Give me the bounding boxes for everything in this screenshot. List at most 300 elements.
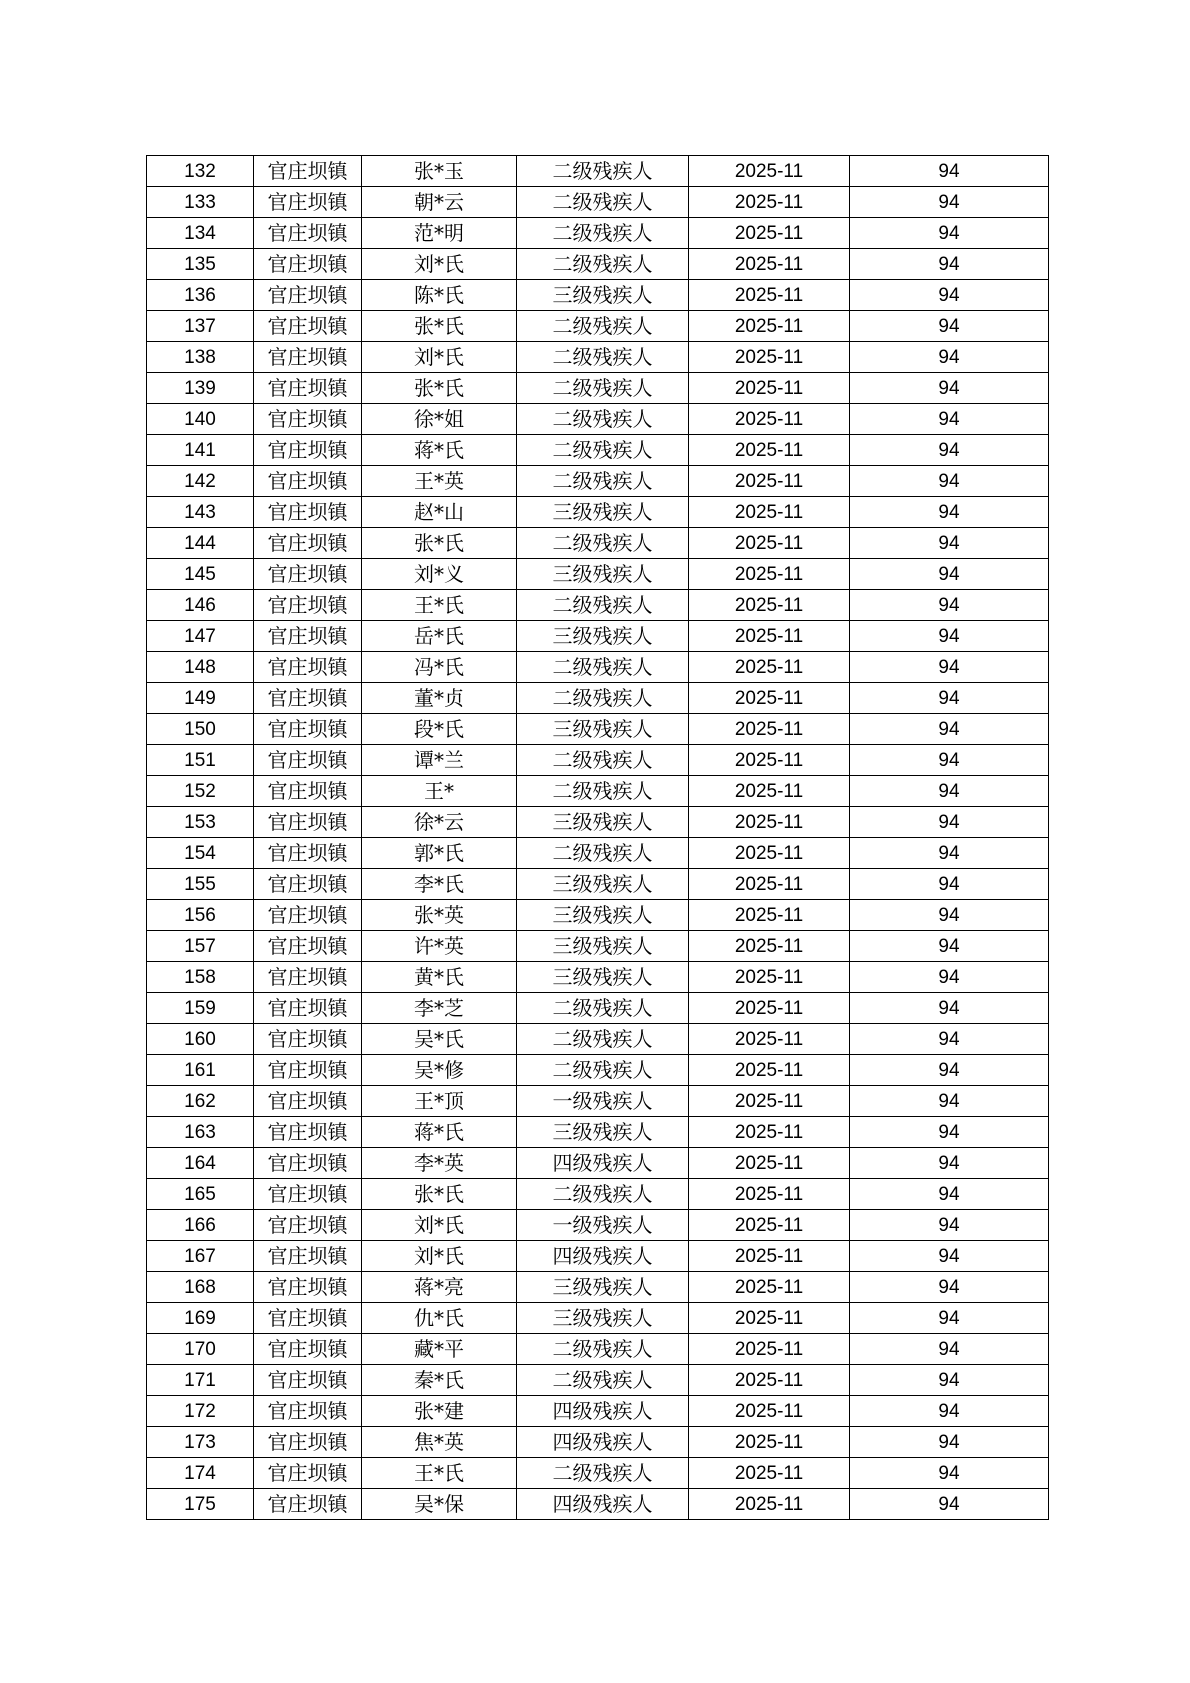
disability-level-cell: 三级残疾人 [517,1272,689,1303]
town-cell: 官庄坝镇 [254,869,362,900]
row-number-cell: 154 [147,838,254,869]
subsidy-table [146,155,1049,1520]
town-cell: 官庄坝镇 [254,838,362,869]
town-cell: 官庄坝镇 [254,1427,362,1458]
date-cell: 2025-11 [689,869,850,900]
name-cell: 李*英 [362,1148,517,1179]
date-cell: 2025-11 [689,1427,850,1458]
amount-cell: 94 [850,1458,1049,1489]
disability-level-cell: 三级残疾人 [517,1117,689,1148]
disability-level-cell: 二级残疾人 [517,652,689,683]
amount-cell: 94 [850,1055,1049,1086]
date-cell: 2025-11 [689,745,850,776]
row-number-cell: 169 [147,1303,254,1334]
name-cell: 张*建 [362,1396,517,1427]
table-row [147,962,1049,993]
town-cell: 官庄坝镇 [254,1179,362,1210]
amount-cell: 94 [850,683,1049,714]
row-number-cell: 174 [147,1458,254,1489]
date-cell: 2025-11 [689,311,850,342]
row-number-cell: 145 [147,559,254,590]
name-cell: 郭*氏 [362,838,517,869]
name-cell: 徐*姐 [362,404,517,435]
row-number-cell: 159 [147,993,254,1024]
disability-level-cell: 一级残疾人 [517,1086,689,1117]
date-cell: 2025-11 [689,1272,850,1303]
town-cell: 官庄坝镇 [254,404,362,435]
date-cell: 2025-11 [689,466,850,497]
town-cell: 官庄坝镇 [254,1334,362,1365]
name-cell: 王*顶 [362,1086,517,1117]
amount-cell: 94 [850,776,1049,807]
amount-cell: 94 [850,1210,1049,1241]
table-row [147,249,1049,280]
disability-level-cell: 二级残疾人 [517,404,689,435]
table-row [147,466,1049,497]
row-number-cell: 140 [147,404,254,435]
name-cell: 王* [362,776,517,807]
date-cell: 2025-11 [689,1334,850,1365]
table-row [147,807,1049,838]
name-cell: 张*英 [362,900,517,931]
date-cell: 2025-11 [689,342,850,373]
town-cell: 官庄坝镇 [254,1148,362,1179]
name-cell: 吴*修 [362,1055,517,1086]
name-cell: 谭*兰 [362,745,517,776]
table-row [147,1055,1049,1086]
table-row [147,187,1049,218]
table-row [147,1117,1049,1148]
date-cell: 2025-11 [689,280,850,311]
disability-level-cell: 二级残疾人 [517,993,689,1024]
town-cell: 官庄坝镇 [254,466,362,497]
row-number-cell: 162 [147,1086,254,1117]
amount-cell: 94 [850,1024,1049,1055]
name-cell: 徐*云 [362,807,517,838]
amount-cell: 94 [850,559,1049,590]
town-cell: 官庄坝镇 [254,280,362,311]
amount-cell: 94 [850,745,1049,776]
disability-level-cell: 三级残疾人 [517,280,689,311]
amount-cell: 94 [850,590,1049,621]
table-row [147,1334,1049,1365]
date-cell: 2025-11 [689,621,850,652]
name-cell: 张*玉 [362,156,517,187]
amount-cell: 94 [850,652,1049,683]
row-number-cell: 168 [147,1272,254,1303]
amount-cell: 94 [850,1334,1049,1365]
row-number-cell: 138 [147,342,254,373]
disability-level-cell: 二级残疾人 [517,1334,689,1365]
table-row [147,373,1049,404]
table-row [147,1427,1049,1458]
row-number-cell: 139 [147,373,254,404]
date-cell: 2025-11 [689,559,850,590]
table-row [147,745,1049,776]
row-number-cell: 133 [147,187,254,218]
town-cell: 官庄坝镇 [254,497,362,528]
town-cell: 官庄坝镇 [254,1365,362,1396]
name-cell: 段*氏 [362,714,517,745]
disability-level-cell: 三级残疾人 [517,900,689,931]
town-cell: 官庄坝镇 [254,1117,362,1148]
table-row [147,280,1049,311]
name-cell: 秦*氏 [362,1365,517,1396]
disability-level-cell: 二级残疾人 [517,528,689,559]
name-cell: 蒋*氏 [362,435,517,466]
date-cell: 2025-11 [689,962,850,993]
name-cell: 黄*氏 [362,962,517,993]
table-body [147,156,1049,1520]
amount-cell: 94 [850,249,1049,280]
amount-cell: 94 [850,280,1049,311]
town-cell: 官庄坝镇 [254,776,362,807]
table-row [147,311,1049,342]
town-cell: 官庄坝镇 [254,900,362,931]
disability-level-cell: 三级残疾人 [517,931,689,962]
disability-level-cell: 二级残疾人 [517,187,689,218]
row-number-cell: 137 [147,311,254,342]
amount-cell: 94 [850,1365,1049,1396]
row-number-cell: 142 [147,466,254,497]
date-cell: 2025-11 [689,1024,850,1055]
name-cell: 王*英 [362,466,517,497]
date-cell: 2025-11 [689,373,850,404]
table-row [147,652,1049,683]
town-cell: 官庄坝镇 [254,559,362,590]
disability-level-cell: 二级残疾人 [517,435,689,466]
table-row [147,435,1049,466]
row-number-cell: 167 [147,1241,254,1272]
disability-level-cell: 三级残疾人 [517,714,689,745]
disability-level-cell: 四级残疾人 [517,1241,689,1272]
disability-level-cell: 二级残疾人 [517,342,689,373]
town-cell: 官庄坝镇 [254,1055,362,1086]
amount-cell: 94 [850,1117,1049,1148]
town-cell: 官庄坝镇 [254,1086,362,1117]
disability-level-cell: 二级残疾人 [517,1179,689,1210]
amount-cell: 94 [850,187,1049,218]
date-cell: 2025-11 [689,404,850,435]
row-number-cell: 150 [147,714,254,745]
amount-cell: 94 [850,1148,1049,1179]
disability-level-cell: 四级残疾人 [517,1427,689,1458]
table-row [147,1210,1049,1241]
name-cell: 仇*氏 [362,1303,517,1334]
row-number-cell: 143 [147,497,254,528]
table-row [147,838,1049,869]
row-number-cell: 144 [147,528,254,559]
table-row [147,621,1049,652]
town-cell: 官庄坝镇 [254,528,362,559]
date-cell: 2025-11 [689,187,850,218]
date-cell: 2025-11 [689,1148,850,1179]
town-cell: 官庄坝镇 [254,156,362,187]
disability-level-cell: 二级残疾人 [517,683,689,714]
table-row [147,869,1049,900]
table-row [147,156,1049,187]
town-cell: 官庄坝镇 [254,342,362,373]
name-cell: 蒋*亮 [362,1272,517,1303]
town-cell: 官庄坝镇 [254,187,362,218]
town-cell: 官庄坝镇 [254,993,362,1024]
date-cell: 2025-11 [689,1365,850,1396]
name-cell: 岳*氏 [362,621,517,652]
date-cell: 2025-11 [689,1396,850,1427]
date-cell: 2025-11 [689,838,850,869]
row-number-cell: 149 [147,683,254,714]
table-row [147,1179,1049,1210]
table-row [147,1458,1049,1489]
name-cell: 李*芝 [362,993,517,1024]
table-row [147,590,1049,621]
disability-level-cell: 三级残疾人 [517,559,689,590]
amount-cell: 94 [850,497,1049,528]
town-cell: 官庄坝镇 [254,745,362,776]
town-cell: 官庄坝镇 [254,1489,362,1520]
row-number-cell: 166 [147,1210,254,1241]
disability-level-cell: 四级残疾人 [517,1148,689,1179]
disability-level-cell: 四级残疾人 [517,1396,689,1427]
table-row [147,404,1049,435]
row-number-cell: 153 [147,807,254,838]
disability-level-cell: 二级残疾人 [517,838,689,869]
amount-cell: 94 [850,621,1049,652]
row-number-cell: 163 [147,1117,254,1148]
row-number-cell: 134 [147,218,254,249]
table-row [147,1365,1049,1396]
table-row [147,342,1049,373]
row-number-cell: 132 [147,156,254,187]
date-cell: 2025-11 [689,1055,850,1086]
date-cell: 2025-11 [689,1458,850,1489]
disability-level-cell: 四级残疾人 [517,1489,689,1520]
name-cell: 刘*氏 [362,249,517,280]
town-cell: 官庄坝镇 [254,931,362,962]
town-cell: 官庄坝镇 [254,1396,362,1427]
table-row [147,559,1049,590]
name-cell: 许*英 [362,931,517,962]
date-cell: 2025-11 [689,900,850,931]
amount-cell: 94 [850,869,1049,900]
town-cell: 官庄坝镇 [254,1241,362,1272]
disability-level-cell: 二级残疾人 [517,776,689,807]
row-number-cell: 165 [147,1179,254,1210]
town-cell: 官庄坝镇 [254,435,362,466]
amount-cell: 94 [850,1303,1049,1334]
name-cell: 范*明 [362,218,517,249]
name-cell: 陈*氏 [362,280,517,311]
town-cell: 官庄坝镇 [254,1303,362,1334]
row-number-cell: 175 [147,1489,254,1520]
table-row [147,931,1049,962]
name-cell: 刘*氏 [362,1210,517,1241]
amount-cell: 94 [850,838,1049,869]
name-cell: 董*贞 [362,683,517,714]
disability-level-cell: 二级残疾人 [517,590,689,621]
row-number-cell: 164 [147,1148,254,1179]
row-number-cell: 135 [147,249,254,280]
disability-level-cell: 二级残疾人 [517,466,689,497]
town-cell: 官庄坝镇 [254,249,362,280]
amount-cell: 94 [850,1396,1049,1427]
town-cell: 官庄坝镇 [254,714,362,745]
name-cell: 刘*氏 [362,342,517,373]
date-cell: 2025-11 [689,1210,850,1241]
disability-level-cell: 三级残疾人 [517,497,689,528]
amount-cell: 94 [850,1241,1049,1272]
table-row [147,218,1049,249]
row-number-cell: 160 [147,1024,254,1055]
amount-cell: 94 [850,962,1049,993]
amount-cell: 94 [850,1427,1049,1458]
name-cell: 藏*平 [362,1334,517,1365]
subsidy-table-container [146,155,1048,1520]
amount-cell: 94 [850,311,1049,342]
amount-cell: 94 [850,1272,1049,1303]
table-row [147,714,1049,745]
name-cell: 王*氏 [362,1458,517,1489]
table-row [147,1024,1049,1055]
table-row [147,1241,1049,1272]
amount-cell: 94 [850,466,1049,497]
amount-cell: 94 [850,528,1049,559]
name-cell: 刘*义 [362,559,517,590]
name-cell: 吴*保 [362,1489,517,1520]
amount-cell: 94 [850,1086,1049,1117]
name-cell: 王*氏 [362,590,517,621]
table-row [147,776,1049,807]
table-row [147,683,1049,714]
disability-level-cell: 二级残疾人 [517,249,689,280]
date-cell: 2025-11 [689,1086,850,1117]
town-cell: 官庄坝镇 [254,1272,362,1303]
amount-cell: 94 [850,1179,1049,1210]
disability-level-cell: 二级残疾人 [517,1024,689,1055]
table-row [147,528,1049,559]
row-number-cell: 152 [147,776,254,807]
name-cell: 冯*氏 [362,652,517,683]
table-row [147,497,1049,528]
row-number-cell: 158 [147,962,254,993]
date-cell: 2025-11 [689,1241,850,1272]
date-cell: 2025-11 [689,590,850,621]
town-cell: 官庄坝镇 [254,1458,362,1489]
date-cell: 2025-11 [689,807,850,838]
disability-level-cell: 一级残疾人 [517,1210,689,1241]
amount-cell: 94 [850,435,1049,466]
amount-cell: 94 [850,156,1049,187]
table-row [147,1303,1049,1334]
table-row [147,1272,1049,1303]
table-row [147,1086,1049,1117]
name-cell: 李*氏 [362,869,517,900]
town-cell: 官庄坝镇 [254,962,362,993]
disability-level-cell: 二级残疾人 [517,156,689,187]
date-cell: 2025-11 [689,1179,850,1210]
disability-level-cell: 二级残疾人 [517,311,689,342]
table-row [147,1396,1049,1427]
row-number-cell: 141 [147,435,254,466]
date-cell: 2025-11 [689,993,850,1024]
name-cell: 焦*英 [362,1427,517,1458]
name-cell: 蒋*氏 [362,1117,517,1148]
date-cell: 2025-11 [689,528,850,559]
disability-level-cell: 二级残疾人 [517,1365,689,1396]
town-cell: 官庄坝镇 [254,218,362,249]
date-cell: 2025-11 [689,652,850,683]
disability-level-cell: 二级残疾人 [517,218,689,249]
row-number-cell: 171 [147,1365,254,1396]
row-number-cell: 170 [147,1334,254,1365]
disability-level-cell: 三级残疾人 [517,1303,689,1334]
row-number-cell: 157 [147,931,254,962]
town-cell: 官庄坝镇 [254,807,362,838]
amount-cell: 94 [850,373,1049,404]
town-cell: 官庄坝镇 [254,311,362,342]
row-number-cell: 156 [147,900,254,931]
date-cell: 2025-11 [689,1117,850,1148]
amount-cell: 94 [850,1489,1049,1520]
town-cell: 官庄坝镇 [254,1024,362,1055]
town-cell: 官庄坝镇 [254,590,362,621]
town-cell: 官庄坝镇 [254,373,362,404]
row-number-cell: 173 [147,1427,254,1458]
disability-level-cell: 三级残疾人 [517,869,689,900]
name-cell: 朝*云 [362,187,517,218]
date-cell: 2025-11 [689,218,850,249]
disability-level-cell: 三级残疾人 [517,962,689,993]
town-cell: 官庄坝镇 [254,652,362,683]
disability-level-cell: 二级残疾人 [517,373,689,404]
date-cell: 2025-11 [689,435,850,466]
disability-level-cell: 三级残疾人 [517,621,689,652]
disability-level-cell: 二级残疾人 [517,1055,689,1086]
amount-cell: 94 [850,900,1049,931]
row-number-cell: 148 [147,652,254,683]
amount-cell: 94 [850,807,1049,838]
date-cell: 2025-11 [689,249,850,280]
name-cell: 刘*氏 [362,1241,517,1272]
table-row [147,1148,1049,1179]
row-number-cell: 172 [147,1396,254,1427]
amount-cell: 94 [850,931,1049,962]
name-cell: 吴*氏 [362,1024,517,1055]
row-number-cell: 155 [147,869,254,900]
date-cell: 2025-11 [689,1303,850,1334]
date-cell: 2025-11 [689,156,850,187]
row-number-cell: 147 [147,621,254,652]
name-cell: 张*氏 [362,373,517,404]
disability-level-cell: 三级残疾人 [517,807,689,838]
date-cell: 2025-11 [689,776,850,807]
name-cell: 张*氏 [362,528,517,559]
row-number-cell: 151 [147,745,254,776]
row-number-cell: 161 [147,1055,254,1086]
amount-cell: 94 [850,714,1049,745]
town-cell: 官庄坝镇 [254,621,362,652]
name-cell: 赵*山 [362,497,517,528]
date-cell: 2025-11 [689,683,850,714]
table-row [147,1489,1049,1520]
row-number-cell: 146 [147,590,254,621]
amount-cell: 94 [850,218,1049,249]
disability-level-cell: 二级残疾人 [517,1458,689,1489]
table-row [147,993,1049,1024]
amount-cell: 94 [850,993,1049,1024]
disability-level-cell: 二级残疾人 [517,745,689,776]
name-cell: 张*氏 [362,311,517,342]
